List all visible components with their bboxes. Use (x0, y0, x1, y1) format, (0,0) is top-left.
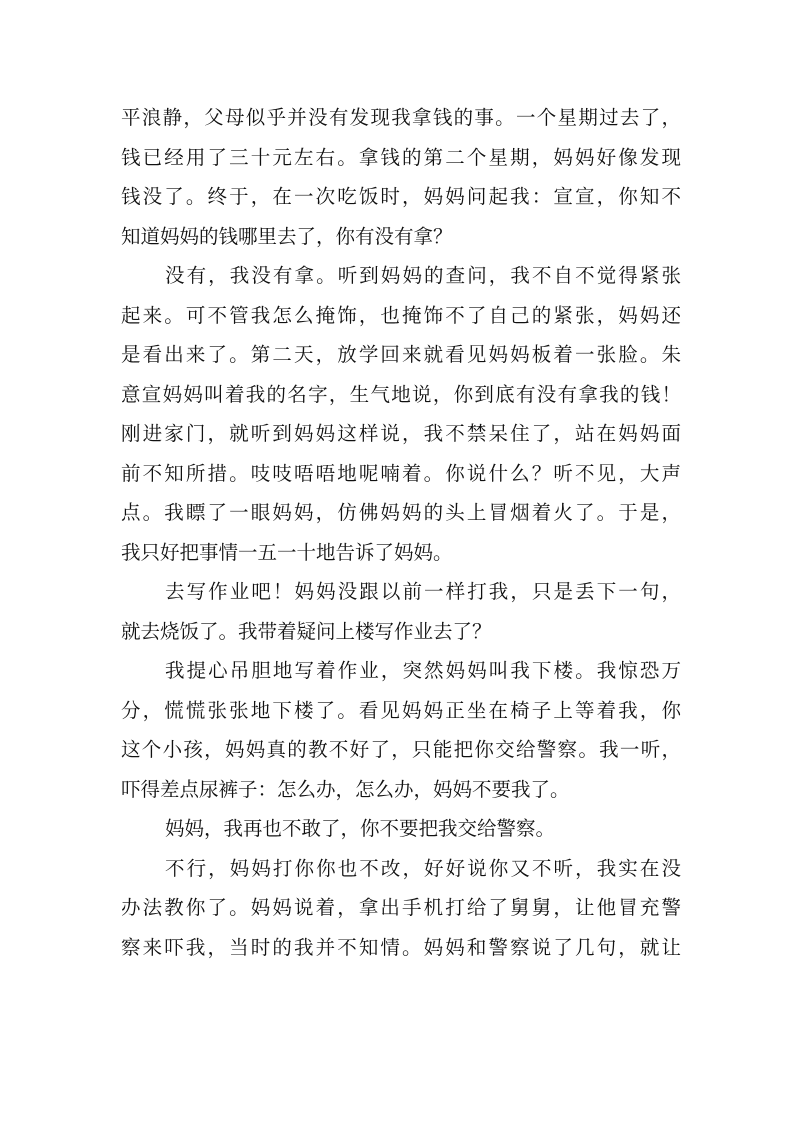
paragraph-start-line: 去写作业吧！妈妈没跟以前一样打我，只是丢下一句， (165, 580, 681, 603)
text-line: 办法教你了。妈妈说着，拿出手机打给了舅舅，让他冒充警 (121, 896, 681, 919)
text-line: 平浪静，父母似乎并没有发现我拿钱的事。一个星期过去了， (121, 106, 681, 129)
text-line: 我只好把事情一五一十地告诉了妈妈。 (121, 540, 453, 564)
text-line: 就去烧饭了。我带着疑问上楼写作业去了？ (121, 619, 492, 643)
text-line: 察来吓我，当时的我并不知情。妈妈和警察说了几句，就让 (121, 935, 681, 959)
text-line: 分，慌慌张张地下楼了。看见妈妈正坐在椅子上等着我，你 (121, 698, 681, 722)
text-line: 是看出来了。第二天，放学回来就看见妈妈板着一张脸。朱 (121, 343, 681, 366)
paragraph-start-line: 没有，我没有拿。听到妈妈的查问，我不自不觉得紧张 (165, 264, 681, 287)
paragraph-start-line: 不行，妈妈打你你也不改，好好说你又不听，我实在没 (165, 856, 681, 880)
text-line: 这个小孩，妈妈真的教不好了，只能把你交给警察。我一听， (121, 738, 681, 761)
text-line: 知道妈妈的钱哪里去了，你有没有拿？ (121, 224, 453, 248)
text-line: 刚进家门，就听到妈妈这样说，我不禁呆住了，站在妈妈面 (121, 422, 681, 445)
paragraph-start-line: 我提心吊胆地写着作业，突然妈妈叫我下楼。我惊恐万 (165, 659, 681, 682)
text-line: 钱已经用了三十元左右。拿钱的第二个星期，妈妈好像发现 (121, 145, 681, 169)
text-line: 点。我瞟了一眼妈妈，仿佛妈妈的头上冒烟着火了。于是， (121, 501, 681, 524)
text-line: 钱没了。终于，在一次吃饭时，妈妈问起我：宣宣，你知不 (121, 185, 681, 208)
text-line: 意宣妈妈叫着我的名字，生气地说，你到底有没有拿我的钱！ (121, 382, 681, 406)
essay-text (121, 98, 681, 967)
text-line: 吓得差点尿裤子：怎么办，怎么办，妈妈不要我了。 (121, 777, 570, 801)
paragraph-start-line: 妈妈，我再也不敢了，你不要把我交给警察。 (165, 817, 556, 840)
text-line: 前不知所措。吱吱唔唔地呢喃着。你说什么？听不见，大声 (121, 461, 681, 485)
text-line: 起来。可不管我怎么掩饰，也掩饰不了自己的紧张，妈妈还 (121, 303, 681, 327)
